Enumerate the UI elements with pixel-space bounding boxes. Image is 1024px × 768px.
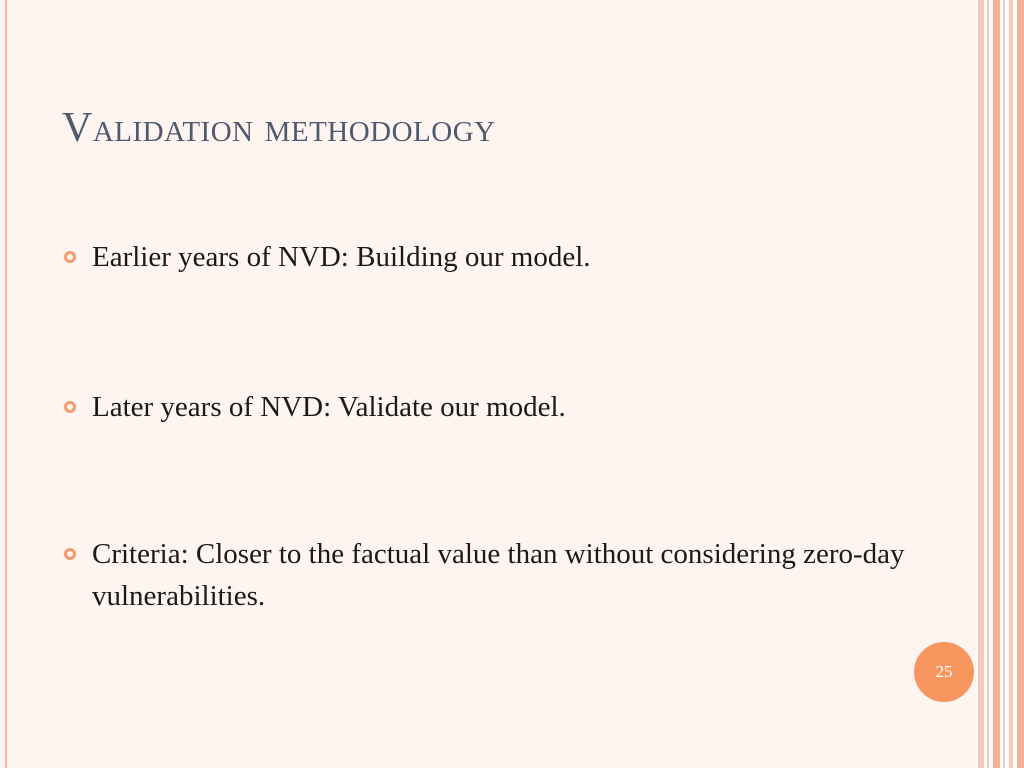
right-stripe bbox=[1009, 0, 1013, 768]
right-stripe bbox=[1017, 0, 1024, 768]
right-stripe bbox=[993, 0, 1000, 768]
bullet-item bbox=[64, 533, 924, 617]
bullet-circle-icon bbox=[64, 548, 76, 560]
bullet-item bbox=[64, 236, 924, 278]
bullet-item bbox=[64, 386, 924, 428]
right-stripe bbox=[987, 0, 989, 768]
bullet-text: Later years of NVD: Validate our model. bbox=[92, 391, 566, 423]
bullet-text: Criteria: Closer to the factual value than without considering zero-day vulnerabilities. bbox=[92, 538, 905, 612]
right-stripe bbox=[978, 0, 984, 768]
right-stripe bbox=[1003, 0, 1005, 768]
bullet-circle-icon bbox=[64, 251, 76, 263]
left-accent-line bbox=[5, 0, 7, 768]
slide-title: Validation methodology bbox=[62, 105, 496, 151]
bullet-text: Earlier years of NVD: Building our model. bbox=[92, 241, 591, 273]
page-number-badge: 25 bbox=[914, 642, 974, 702]
bullet-circle-icon bbox=[64, 401, 76, 413]
